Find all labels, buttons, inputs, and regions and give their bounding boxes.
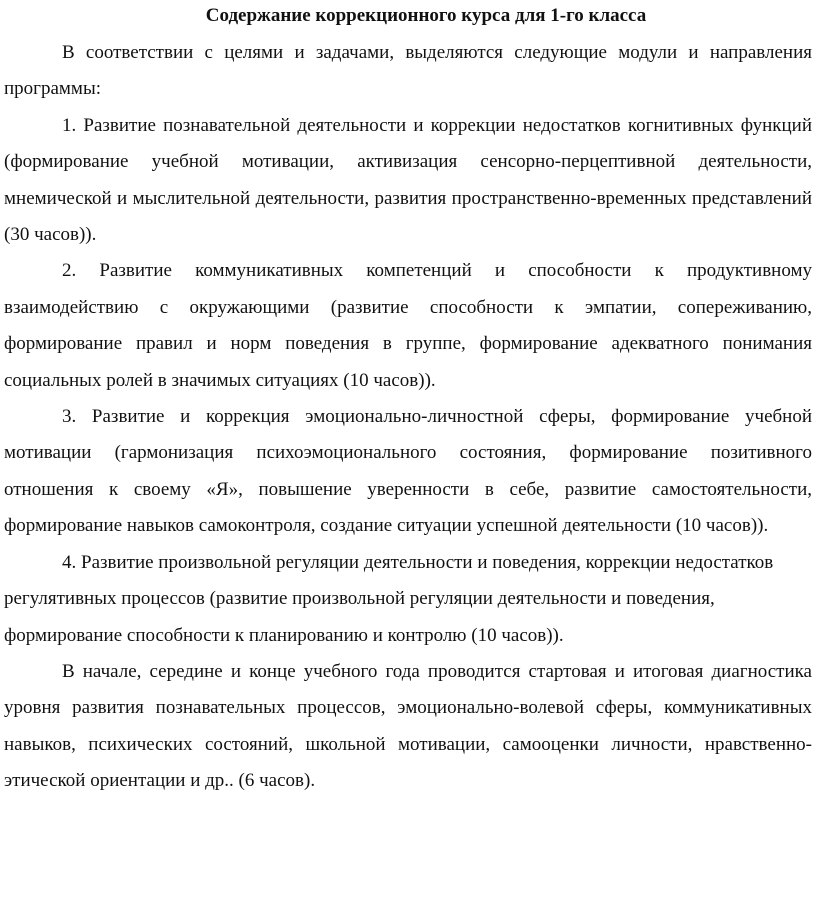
module-1-paragraph: 1. Развитие познавательной деятельности и коррекции недостатков когнитивных функций (формирование учебной мотивации, активизация сенсорно-перцептивной деятельности, мнемической и мыслительной деятельности, развития пространственно-временных представлений (30 часов)). [4, 114, 812, 246]
diagnostics-paragraph: В начале, середине и конце учебного года проводится стартовая и итоговая диагностика уровня развития познавательных процессов, эмоционально-волевой сферы, коммуникативных навыков, психических состояний, школьной мотивации, самооценки личности, нравственно-этической ориентации и др.. (6 часов). [4, 660, 812, 792]
module-4-paragraph: 4. Развитие произвольной регуляции деятельности и поведения, коррекции недостатков регулятивных процессов (развитие произвольной регуляции деятельности и поведения, формирование способности к планированию и контролю (10 часов)). [4, 551, 774, 646]
document-title: Содержание коррекционного курса для 1-го класса [205, 5, 647, 26]
module-2-paragraph: 2. Развитие коммуникативных компетенций и способности к продуктивному взаимодействию с окружающими (развитие способности к эмпатии, сопереживанию, формирование правил и норм поведения в группе, формирование адекватного понимания социальных ролей в значимых ситуациях (10 часов)). [4, 260, 812, 391]
module-3-paragraph: 3. Развитие и коррекция эмоционально-личностной сферы, формирование учебной мотивации (гармонизация психоэмоционального состояния, формирование позитивного отношения к своему «Я», повышение уверенности в себе, развитие самостоятельности, формирование навыков самоконтроля, создание ситуации успешной деятельности (10 часов)). [4, 406, 812, 537]
intro-paragraph: В соответствии с целями и задачами, выделяются следующие модули и направления программы: [4, 42, 812, 100]
